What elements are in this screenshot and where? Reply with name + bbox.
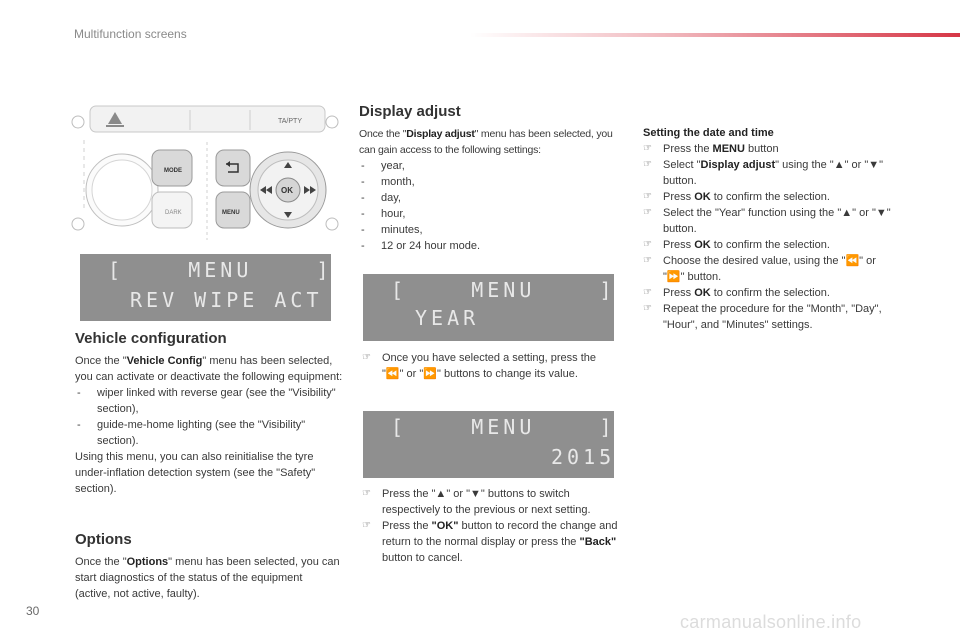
list-item: ☞ Choose the desired value, using the "⏪" or "⏩" button. (643, 253, 893, 285)
date-time-steps (643, 141, 893, 333)
svg-text:MENU: MENU (222, 210, 240, 216)
list-item: - 12 or 24 hour mode. (359, 238, 609, 254)
svg-text:DARK: DARK (165, 210, 182, 216)
list-item: ☞ Repeat the procedure for the "Month", "Day", "Hour", and "Minutes" settings. (643, 301, 893, 333)
date-time-title: Setting the date and time (643, 127, 774, 139)
section-title: Multifunction screens (74, 27, 187, 41)
list-item: ☞ Select "Display adjust" using the "▲" or "▼" button. (643, 157, 893, 189)
lcd-display-menu-rev-wipe (80, 254, 331, 321)
options-title: Options (75, 531, 132, 548)
page-number: 30 (26, 604, 40, 618)
lcd-line-1: [ MENU ] (108, 258, 333, 282)
list-item: ☞ Press OK to confirm the selection. (643, 285, 893, 301)
options-body: Once the "Options" menu has been selected, you can start diagnostics of the status of the equipment (active, not active, faulty). (75, 556, 340, 600)
watermark: carmanualsonline.info (680, 612, 862, 632)
list-item: ☞ Press the "OK" button to record the change and return to the normal display or press the "Back" button to cancel. (362, 518, 620, 566)
list-item: - minutes, (359, 222, 609, 238)
vehicle-config-title: Vehicle configuration (75, 330, 227, 347)
list-item: - wiper linked with reverse gear (see the "Visibility" section), (75, 385, 345, 417)
list-item: ☞ Press the "▲" or "▼" buttons to switch respectively to the previous or next setting. (362, 486, 620, 518)
display-adjust-intro: Once the "Display adjust" menu has been selected, you can gain access to the following settings: (359, 128, 613, 156)
list-item: - hour, (359, 206, 609, 222)
list-item: - guide-me-home lighting (see the "Visibility" section). (75, 417, 345, 449)
list-item: ☞ Press OK to confirm the selection. (643, 189, 893, 205)
svg-text:TA/PTY: TA/PTY (278, 118, 302, 125)
list-item: - day, (359, 190, 609, 206)
lcd-line-2: YEAR (415, 306, 480, 330)
list-item: - month, (359, 174, 609, 190)
list-item: ☞ Once you have selected a setting, press the "⏪" or "⏩" buttons to change its value. (362, 350, 617, 382)
lcd-display-menu-2015 (363, 411, 614, 478)
svg-text:OK: OK (281, 186, 293, 195)
svg-text:MODE: MODE (164, 168, 182, 174)
display-adjust-settings-list (359, 158, 609, 254)
list-item: - year, (359, 158, 609, 174)
vehicle-config-body (75, 353, 345, 497)
lcd-line-2: 2015 (551, 445, 616, 469)
lcd-line-1: [ MENU ] (391, 415, 616, 439)
display-adjust-title: Display adjust (359, 103, 461, 120)
lcd-line-2: REV WIPE ACT (130, 288, 323, 312)
vehicle-config-intro: Once the "Vehicle Config" menu has been selected, you can activate or deactivate the following equipment: (75, 355, 343, 383)
tip-change-value (362, 350, 617, 382)
tips-navigate-save (362, 486, 620, 566)
list-item: ☞ Select the "Year" function using the "▲" or "▼" button. (643, 205, 893, 237)
vehicle-config-list (75, 385, 345, 449)
list-item: ☞ Press the MENU button (643, 141, 893, 157)
header-accent-line (470, 33, 960, 37)
list-item: ☞ Press OK to confirm the selection. (643, 237, 893, 253)
control-panel-illustration (70, 100, 345, 250)
vehicle-config-outro: Using this menu, you can also reinitialise the tyre under-inflation detection system (see the "Safety" section). (75, 451, 316, 495)
lcd-display-menu-year (363, 274, 614, 341)
lcd-line-1: [ MENU ] (391, 278, 616, 302)
